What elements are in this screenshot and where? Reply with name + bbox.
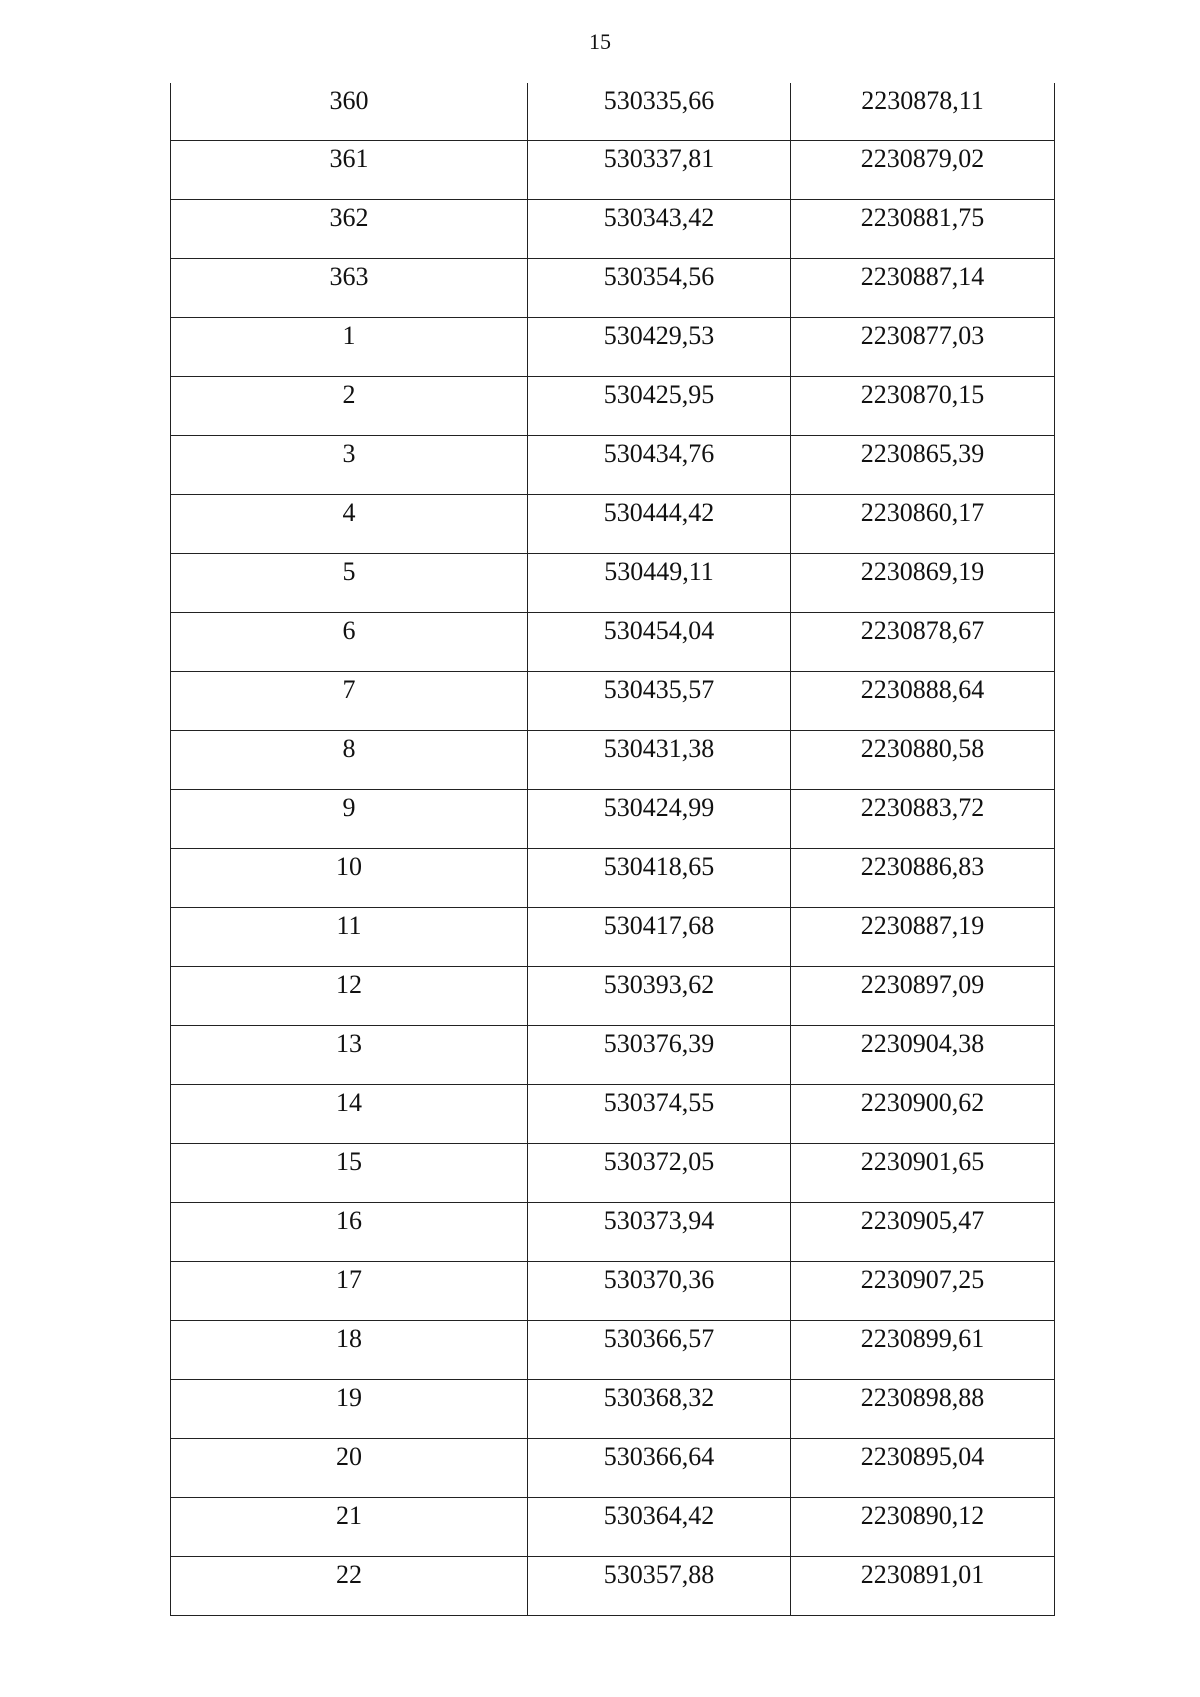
x-coordinate-cell: 530431,38 xyxy=(528,731,791,790)
x-coordinate-cell: 530417,68 xyxy=(528,908,791,967)
x-coordinate-cell: 530343,42 xyxy=(528,200,791,259)
table-row xyxy=(171,377,1055,436)
table-row xyxy=(171,1262,1055,1321)
point-number-cell: 11 xyxy=(171,908,528,967)
table-row xyxy=(171,849,1055,908)
table-row xyxy=(171,1144,1055,1203)
y-coordinate-cell: 2230880,58 xyxy=(791,731,1055,790)
x-coordinate-cell: 530393,62 xyxy=(528,967,791,1026)
point-number-cell: 363 xyxy=(171,259,528,318)
y-coordinate-cell: 2230905,47 xyxy=(791,1203,1055,1262)
point-number-cell: 5 xyxy=(171,554,528,613)
x-coordinate-cell: 530418,65 xyxy=(528,849,791,908)
y-coordinate-cell: 2230886,83 xyxy=(791,849,1055,908)
x-coordinate-cell: 530444,42 xyxy=(528,495,791,554)
y-coordinate-cell: 2230890,12 xyxy=(791,1498,1055,1557)
y-coordinate-cell: 2230878,11 xyxy=(791,83,1055,141)
table-row xyxy=(171,259,1055,318)
table-row xyxy=(171,1085,1055,1144)
x-coordinate-cell: 530366,64 xyxy=(528,1439,791,1498)
y-coordinate-cell: 2230860,17 xyxy=(791,495,1055,554)
y-coordinate-cell: 2230870,15 xyxy=(791,377,1055,436)
x-coordinate-cell: 530364,42 xyxy=(528,1498,791,1557)
x-coordinate-cell: 530337,81 xyxy=(528,141,791,200)
point-number-cell: 16 xyxy=(171,1203,528,1262)
x-coordinate-cell: 530354,56 xyxy=(528,259,791,318)
coordinates-table-body xyxy=(171,83,1055,1616)
table-row xyxy=(171,672,1055,731)
point-number-cell: 6 xyxy=(171,613,528,672)
point-number-cell: 10 xyxy=(171,849,528,908)
coordinates-table xyxy=(170,83,1055,1616)
y-coordinate-cell: 2230888,64 xyxy=(791,672,1055,731)
y-coordinate-cell: 2230883,72 xyxy=(791,790,1055,849)
table-row xyxy=(171,731,1055,790)
x-coordinate-cell: 530454,04 xyxy=(528,613,791,672)
point-number-cell: 3 xyxy=(171,436,528,495)
point-number-cell: 2 xyxy=(171,377,528,436)
table-row xyxy=(171,967,1055,1026)
table-row xyxy=(171,790,1055,849)
x-coordinate-cell: 530374,55 xyxy=(528,1085,791,1144)
y-coordinate-cell: 2230907,25 xyxy=(791,1262,1055,1321)
table-row xyxy=(171,1380,1055,1439)
x-coordinate-cell: 530373,94 xyxy=(528,1203,791,1262)
y-coordinate-cell: 2230899,61 xyxy=(791,1321,1055,1380)
table-row xyxy=(171,200,1055,259)
point-number-cell: 8 xyxy=(171,731,528,790)
x-coordinate-cell: 530425,95 xyxy=(528,377,791,436)
point-number-cell: 22 xyxy=(171,1557,528,1616)
table-row xyxy=(171,83,1055,141)
y-coordinate-cell: 2230879,02 xyxy=(791,141,1055,200)
table-row xyxy=(171,1321,1055,1380)
y-coordinate-cell: 2230904,38 xyxy=(791,1026,1055,1085)
point-number-cell: 21 xyxy=(171,1498,528,1557)
x-coordinate-cell: 530335,66 xyxy=(528,83,791,141)
y-coordinate-cell: 2230898,88 xyxy=(791,1380,1055,1439)
x-coordinate-cell: 530366,57 xyxy=(528,1321,791,1380)
table-row xyxy=(171,554,1055,613)
table-row xyxy=(171,613,1055,672)
point-number-cell: 17 xyxy=(171,1262,528,1321)
x-coordinate-cell: 530357,88 xyxy=(528,1557,791,1616)
x-coordinate-cell: 530368,32 xyxy=(528,1380,791,1439)
y-coordinate-cell: 2230891,01 xyxy=(791,1557,1055,1616)
table-row xyxy=(171,908,1055,967)
point-number-cell: 361 xyxy=(171,141,528,200)
y-coordinate-cell: 2230877,03 xyxy=(791,318,1055,377)
point-number-cell: 1 xyxy=(171,318,528,377)
point-number-cell: 7 xyxy=(171,672,528,731)
y-coordinate-cell: 2230887,19 xyxy=(791,908,1055,967)
x-coordinate-cell: 530424,99 xyxy=(528,790,791,849)
y-coordinate-cell: 2230895,04 xyxy=(791,1439,1055,1498)
point-number-cell: 19 xyxy=(171,1380,528,1439)
point-number-cell: 9 xyxy=(171,790,528,849)
table-row xyxy=(171,318,1055,377)
y-coordinate-cell: 2230900,62 xyxy=(791,1085,1055,1144)
y-coordinate-cell: 2230897,09 xyxy=(791,967,1055,1026)
point-number-cell: 20 xyxy=(171,1439,528,1498)
table-row xyxy=(171,1557,1055,1616)
page-number: 15 xyxy=(589,29,611,54)
x-coordinate-cell: 530435,57 xyxy=(528,672,791,731)
y-coordinate-cell: 2230878,67 xyxy=(791,613,1055,672)
y-coordinate-cell: 2230869,19 xyxy=(791,554,1055,613)
x-coordinate-cell: 530370,36 xyxy=(528,1262,791,1321)
point-number-cell: 13 xyxy=(171,1026,528,1085)
table-row xyxy=(171,1203,1055,1262)
x-coordinate-cell: 530434,76 xyxy=(528,436,791,495)
point-number-cell: 18 xyxy=(171,1321,528,1380)
table-row xyxy=(171,495,1055,554)
point-number-cell: 12 xyxy=(171,967,528,1026)
point-number-cell: 360 xyxy=(171,83,528,141)
point-number-cell: 362 xyxy=(171,200,528,259)
x-coordinate-cell: 530429,53 xyxy=(528,318,791,377)
table-row xyxy=(171,1498,1055,1557)
y-coordinate-cell: 2230901,65 xyxy=(791,1144,1055,1203)
point-number-cell: 4 xyxy=(171,495,528,554)
x-coordinate-cell: 530449,11 xyxy=(528,554,791,613)
point-number-cell: 14 xyxy=(171,1085,528,1144)
table-row xyxy=(171,436,1055,495)
y-coordinate-cell: 2230887,14 xyxy=(791,259,1055,318)
point-number-cell: 15 xyxy=(171,1144,528,1203)
table-row xyxy=(171,141,1055,200)
y-coordinate-cell: 2230881,75 xyxy=(791,200,1055,259)
table-row xyxy=(171,1439,1055,1498)
table-row xyxy=(171,1026,1055,1085)
x-coordinate-cell: 530376,39 xyxy=(528,1026,791,1085)
y-coordinate-cell: 2230865,39 xyxy=(791,436,1055,495)
x-coordinate-cell: 530372,05 xyxy=(528,1144,791,1203)
